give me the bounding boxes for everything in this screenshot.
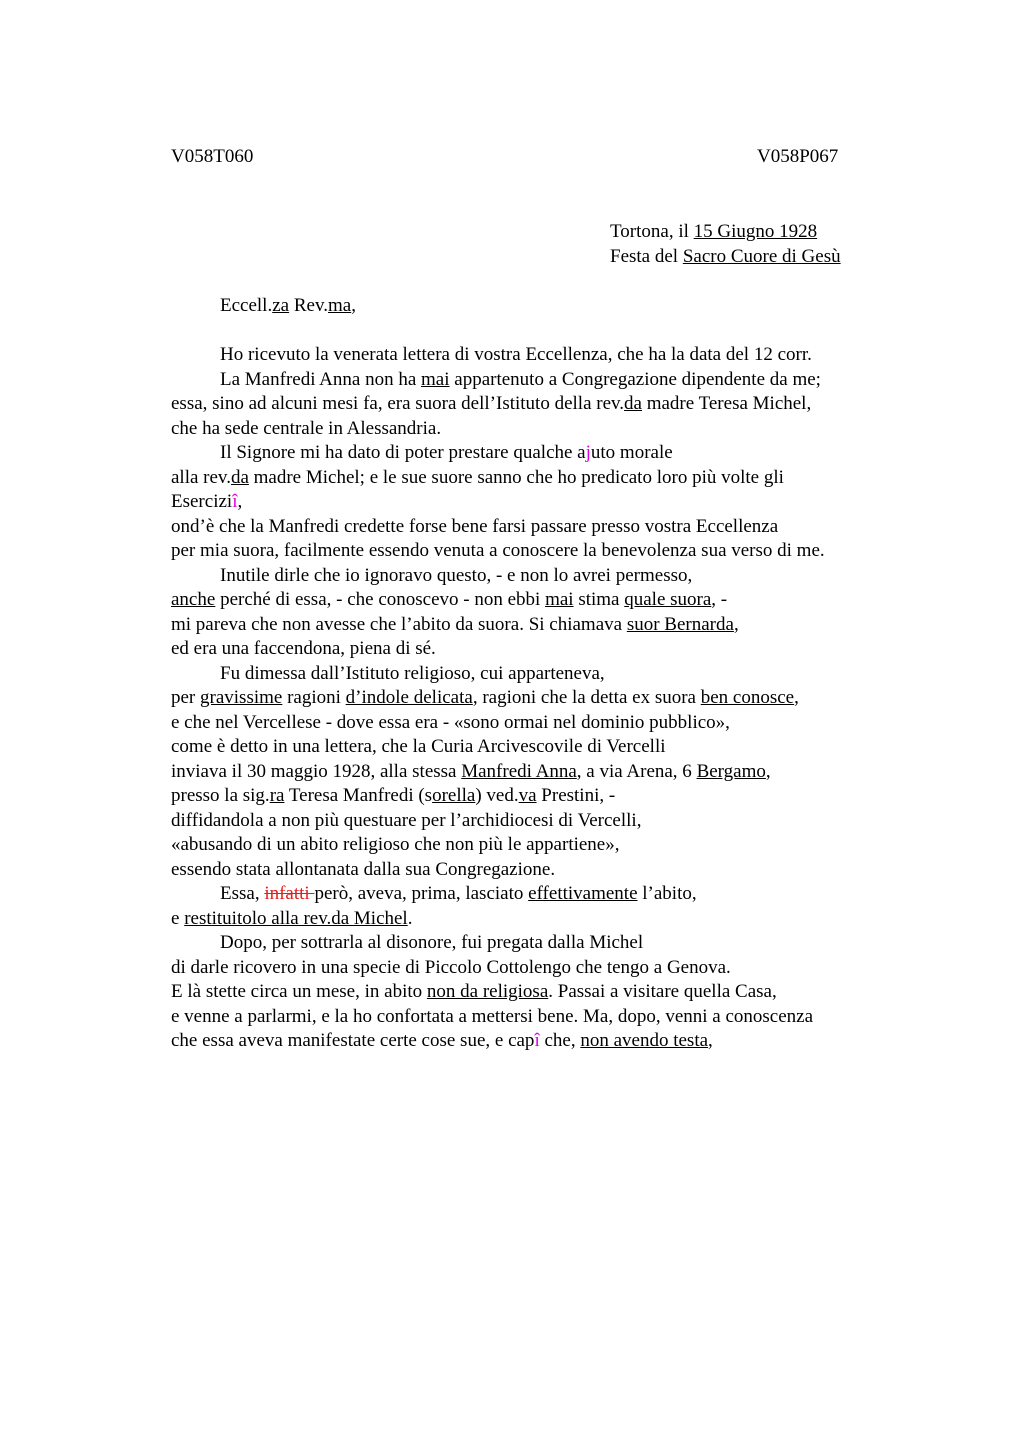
letter-body bbox=[171, 343, 931, 1054]
text-line: che ha sede centrale in Alessandria. bbox=[171, 417, 442, 439]
text-line: e che nel Vercellese - dove essa era - «sono ormai nel dominio pubblico», bbox=[171, 711, 730, 733]
text-line: presso la sig.ra Teresa Manfredi (sorella) ved.va Prestini, - bbox=[171, 785, 616, 806]
text-line: inviava il 30 maggio 1928, alla stessa Manfredi Anna, a via Arena, 6 Bergamo, bbox=[171, 760, 771, 782]
text-line: e venne a parlarmi, e la ho confortata a mettersi bene. Ma, dopo, venni a conoscenza bbox=[171, 1005, 814, 1027]
text-line: per gravissime ragioni d’indole delicata, ragioni che la detta ex suora ben conosce, bbox=[171, 687, 799, 708]
text-line: che essa aveva manifestate certe cose sue, e capî che, non avendo testa, bbox=[171, 1030, 713, 1051]
dateline bbox=[610, 220, 841, 269]
text-line: diffidandola a non più questuare per l’archidiocesi di Vercelli, bbox=[171, 809, 642, 831]
date: 15 Giugno 1928 bbox=[693, 221, 818, 242]
text-line: essa, sino ad alcuni mesi fa, era suora dell’Istituto della rev.da madre Teresa Michel, bbox=[171, 393, 812, 414]
text-line: ed era una faccendona, piena di sé. bbox=[171, 638, 436, 659]
text-line: Fu dimessa dall’Istituto religioso, cui apparteneva, bbox=[220, 662, 605, 684]
text-line: Il Signore mi ha dato di poter prestare qualche ajuto morale bbox=[220, 442, 673, 463]
text-line: Dopo, per sottrarla al disonore, fui pregata dalla Michel bbox=[220, 932, 644, 953]
text-line: di darle ricovero in una specie di Piccolo Cottolengo che tengo a Genova. bbox=[171, 956, 731, 978]
text-line: anche perché di essa, - che conoscevo - non ebbi mai stima quale suora, - bbox=[171, 589, 728, 610]
correction-mark: î bbox=[232, 491, 238, 512]
text-line: Essa, infatti però, aveva, prima, lasciato effettivamente l’abito, bbox=[220, 883, 697, 904]
text-line: alla rev.da madre Michel; e le sue suore sanno che ho predicato loro più volte gli bbox=[171, 466, 784, 488]
text-line: essendo stata allontanata dalla sua Congregazione. bbox=[171, 858, 556, 880]
text-line: per mia suora, facilmente essendo venuta a conoscere la benevolenza sua verso di me. bbox=[171, 540, 825, 561]
text-line: ond’è che la Manfredi credette forse bene farsi passare presso vostra Eccellenza bbox=[171, 515, 779, 537]
document-code-left: V058T060 bbox=[171, 146, 254, 167]
text-line: Eserciziî, bbox=[171, 491, 243, 512]
text-line: Ho ricevuto la venerata lettera di vostra Eccellenza, che ha la data del 12 corr. bbox=[220, 344, 812, 365]
deleted-word: infatti bbox=[264, 883, 315, 904]
feast-name: Sacro Cuore di Gesù bbox=[682, 245, 841, 267]
text-line: Inutile dirle che io ignoravo questo, - e non lo avrei permesso, bbox=[220, 564, 693, 586]
text-line: «abusando di un abito religioso che non più le appartiene», bbox=[171, 834, 620, 855]
correction-mark: j bbox=[585, 442, 591, 463]
text-line: E là stette circa un mese, in abito non da religiosa. Passai a visitare quella Casa, bbox=[171, 981, 777, 1002]
feast-line: Festa del Sacro Cuore di Gesù bbox=[610, 245, 841, 267]
text-line: mi pareva che non avesse che l’abito da suora. Si chiamava suor Bernarda, bbox=[171, 613, 739, 635]
text-line: e restituitolo alla rev.da Michel. bbox=[171, 907, 413, 929]
document-code-right: V058P067 bbox=[757, 146, 839, 167]
salutation: Eccell.za Rev.ma, bbox=[220, 295, 356, 316]
place-date-line: Tortona, il 15 Giugno 1928 bbox=[610, 221, 818, 242]
text-line: La Manfredi Anna non ha mai appartenuto a Congregazione dipendente da me; bbox=[220, 368, 821, 390]
correction-mark: î bbox=[534, 1030, 540, 1051]
text-line: come è detto in una lettera, che la Curia Arcivescovile di Vercelli bbox=[171, 736, 666, 757]
